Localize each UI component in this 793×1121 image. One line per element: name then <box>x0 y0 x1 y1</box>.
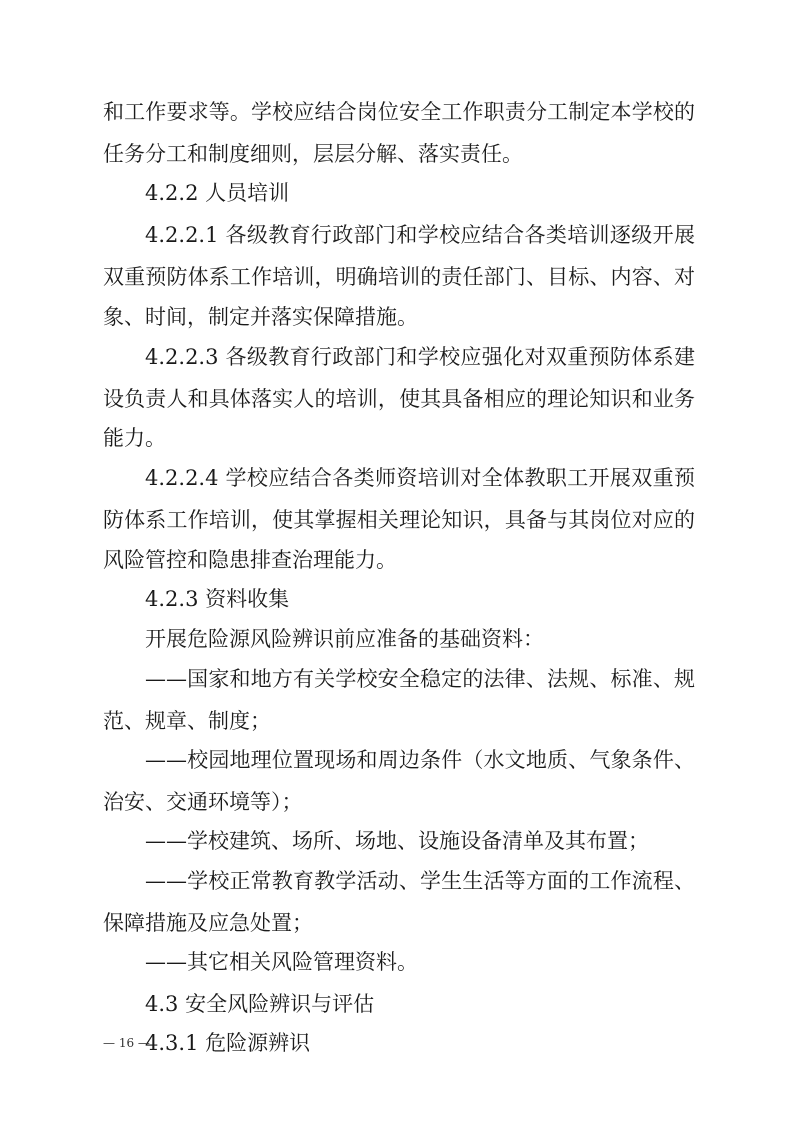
body-text-line: 能力。 <box>103 426 166 450</box>
paragraph-4-2-2-1-line: 4.2.2.1 各级教育行政部门和学校应结合各类培训逐级开展 <box>145 223 695 247</box>
body-text-line: 设负责人和具体落实人的培训，使其具备相应的理论知识和业务 <box>103 387 695 411</box>
list-item-line: ——学校建筑、场所、场地、设施设备清单及其布置； <box>145 829 649 853</box>
section-heading-4-2-3: 4.2.3 资料收集 <box>145 587 290 611</box>
body-text-line: 开展危险源风险辨识前应准备的基础资料： <box>145 627 544 651</box>
body-text-line: 和工作要求等。学校应结合岗位安全工作职责分工制定本学校的 <box>103 100 695 124</box>
list-item-line: ——其它相关风险管理资料。 <box>145 950 418 974</box>
paragraph-4-2-2-3-line: 4.2.2.3 各级教育行政部门和学校应强化对双重预防体系建 <box>145 345 695 369</box>
list-item-line: ——校园地理位置现场和周边条件（水文地质、气象条件、 <box>145 748 695 772</box>
list-item-line: 保障措施及应急处置； <box>103 911 313 935</box>
body-text-line: 象、时间，制定并落实保障措施。 <box>103 305 418 329</box>
list-item-line: 范、规章、制度； <box>103 709 271 733</box>
body-text-line: 任务分工和制度细则，层层分解、落实责任。 <box>103 142 523 166</box>
section-heading-4-3: 4.3 安全风险辨识与评估 <box>145 992 375 1016</box>
body-text-line: 防体系工作培训，使其掌握相关理论知识，具备与其岗位对应的 <box>103 508 695 532</box>
body-text-line: 风险管控和隐患排查治理能力。 <box>103 548 397 572</box>
section-heading-4-3-1: 4.3.1 危险源辨识 <box>145 1031 311 1055</box>
list-item-line: ——国家和地方有关学校安全稳定的法律、法规、标准、规 <box>145 667 695 691</box>
paragraph-4-2-2-4-line: 4.2.2.4 学校应结合各类师资培训对全体教职工开展双重预 <box>145 466 695 490</box>
list-item-line: ——学校正常教育教学活动、学生生活等方面的工作流程、 <box>145 869 695 893</box>
section-heading-4-2-2: 4.2.2 人员培训 <box>145 181 290 205</box>
body-text-line: 双重预防体系工作培训，明确培训的责任部门、目标、内容、对 <box>103 265 695 289</box>
list-item-line: 治安、交通环境等）； <box>103 790 303 814</box>
page-number: — 16 — <box>103 1036 150 1050</box>
